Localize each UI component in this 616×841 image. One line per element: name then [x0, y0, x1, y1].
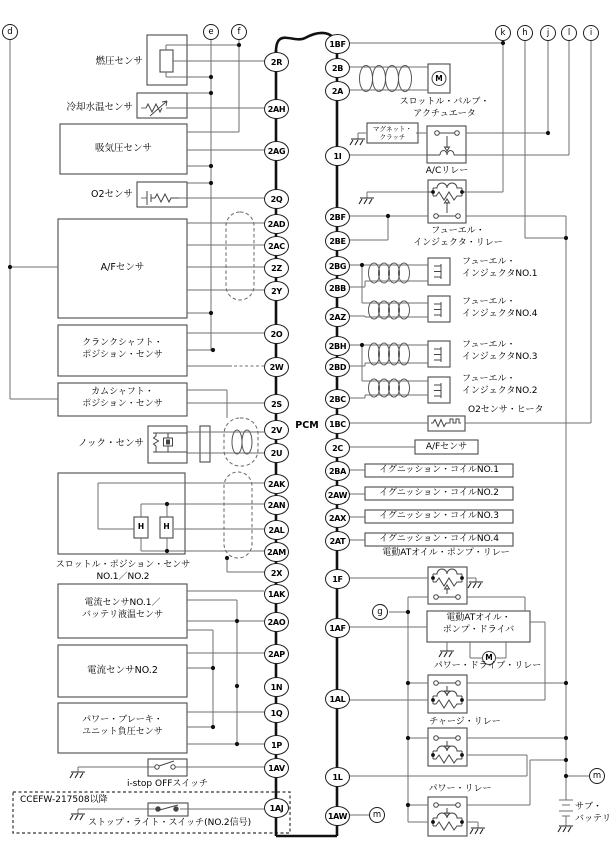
injector2-label: フューエル・ インジェクタNO.2	[462, 374, 538, 396]
at-oil-pump-relay-label: 電動ATオイル・ポンプ・リレー	[382, 548, 510, 558]
connector-i: i	[583, 25, 599, 41]
ac-relay-label: A/Cリレー	[425, 166, 469, 176]
pin-1F: 1F	[325, 569, 350, 589]
pin-2R: 2R	[264, 52, 289, 72]
power-brake-sensor-label: パワー・ブレーキ・ ユニット負圧センサ	[82, 715, 163, 737]
pin-2AC: 2AC	[264, 236, 289, 256]
pin-2BC: 2BC	[325, 389, 350, 409]
pin-1P: 1P	[264, 735, 289, 755]
connector-m-right: m	[589, 768, 605, 784]
af-sensor-label: A/Fセンサ	[100, 262, 145, 273]
pin-2V: 2V	[264, 420, 289, 440]
connector-h: h	[517, 25, 533, 41]
o2-sensor-label: O2センサ	[90, 189, 133, 200]
pin-2Y: 2Y	[264, 281, 289, 301]
pin-2BH: 2BH	[325, 336, 350, 356]
pin-2U: 2U	[264, 443, 289, 463]
pin-2BA: 2BA	[325, 461, 350, 481]
pin-1Q: 1Q	[264, 703, 289, 723]
connector-j: j	[540, 25, 556, 41]
pin-2O: 2O	[264, 324, 289, 344]
actuator-motor-label: M	[435, 74, 443, 83]
pin-2AX: 2AX	[325, 508, 350, 528]
pin-2AG: 2AG	[264, 141, 289, 161]
current-sensor2-label: 電流センサNO.2	[87, 665, 158, 676]
pin-1AJ: 1AJ	[264, 798, 289, 818]
throttle-valve-actuator-label: スロットル・バルブ・ アクチュエータ	[399, 97, 490, 119]
pin-1AK: 1AK	[264, 584, 289, 604]
pin-2BB: 2BB	[325, 278, 350, 298]
pin-2S: 2S	[264, 394, 289, 414]
connector-f: f	[231, 24, 247, 40]
power-relay-label: パワー・リレー	[428, 784, 492, 794]
pin-2AO: 2AO	[264, 612, 289, 632]
pin-1AW: 1AW	[325, 806, 350, 826]
injector4-label: フューエル・ インジェクタNO.4	[462, 297, 538, 319]
charge-relay-label: チャージ・リレー	[429, 717, 501, 727]
injector3-label: フューエル・ インジェクタNO.3	[462, 340, 538, 362]
pin-2AL: 2AL	[264, 520, 289, 540]
pin-1N: 1N	[264, 677, 289, 697]
connector-l: l	[561, 25, 577, 41]
ccefw-note-label: CCEFW-217508以降	[20, 795, 108, 805]
pin-2BF: 2BF	[325, 207, 350, 227]
driver-motor-label: M	[485, 653, 493, 662]
throttle-position-sensor-label: スロットル・ポジション・センサ NO.1／NO.2	[55, 560, 191, 582]
pin-2Z: 2Z	[264, 258, 289, 278]
pin-2AZ: 2AZ	[325, 307, 350, 327]
crank-position-sensor-label: クランクシャフト・ ポジション・センサ	[82, 338, 163, 360]
intake-pressure-sensor-label: 吸気圧センサ	[94, 143, 152, 154]
power-drive-relay-label: パワー・ドライブ・リレー	[433, 661, 542, 671]
connector-d: d	[2, 24, 18, 40]
pin-2AD: 2AD	[264, 214, 289, 234]
pin-1BF: 1BF	[325, 34, 350, 54]
pin-1AV: 1AV	[264, 758, 289, 778]
fuel-injector-relay-label: フューエル・ インジェクタ・リレー	[413, 226, 503, 248]
cam-position-sensor-label: カムシャフト・ ポジション・センサ	[82, 387, 163, 409]
pin-2AK: 2AK	[264, 474, 289, 494]
pin-1I: 1I	[325, 146, 350, 166]
injector1-label: フューエル・ インジェクタNO.1	[462, 257, 538, 279]
pin-2X: 2X	[264, 563, 289, 583]
af-sensor-right-label: A/Fセンサ	[425, 442, 468, 452]
ignition-coil4-label: イグニッション・コイルNO.4	[379, 534, 499, 544]
pin-2A: 2A	[325, 81, 350, 101]
pin-1AL: 1AL	[325, 689, 350, 709]
pin-2Q: 2Q	[264, 189, 289, 209]
pin-1AF: 1AF	[325, 618, 350, 638]
ignition-coil3-label: イグニッション・コイルNO.3	[379, 511, 499, 521]
current-sensor1-label: 電流センサNO.1／ バッテリ液温センサ	[81, 598, 163, 620]
pcm-label: PCM	[295, 420, 319, 431]
connector-m-bottom: m	[369, 807, 385, 823]
sub-battery-label: サブ・ バッテリ	[575, 802, 612, 824]
pin-2AM: 2AM	[264, 542, 289, 562]
pin-2W: 2W	[264, 357, 289, 377]
pin-2AW: 2AW	[325, 485, 350, 505]
pin-1L: 1L	[325, 767, 350, 787]
coolant-temp-sensor-label: 冷却水温センサ	[66, 102, 133, 113]
pin-2BD: 2BD	[325, 357, 350, 377]
hall-element2-label: H	[163, 522, 170, 531]
o2-heater-label: O2センサ・ヒータ	[468, 405, 544, 415]
ignition-coil2-label: イグニッション・コイルNO.2	[379, 488, 499, 498]
connector-k: k	[495, 25, 511, 41]
ignition-coil1-label: イグニッション・コイルNO.1	[379, 465, 499, 475]
pin-2B: 2B	[325, 58, 350, 78]
pin-2AP: 2AP	[264, 644, 289, 664]
shield-outlines	[224, 212, 258, 558]
knock-sensor-label: ノック・センサ	[78, 438, 144, 449]
pin-1BC: 1BC	[325, 414, 350, 434]
connector-e: e	[203, 24, 219, 40]
connector-g: g	[372, 604, 388, 620]
stoplight-switch-label: ストップ・ライト・スイッチ(NO.2信号)	[88, 818, 252, 828]
istop-off-switch-label: i-stop OFFスイッチ	[126, 779, 209, 789]
at-oil-pump-driver-label: 電動ATオイル・ ポンプ・ドライバ	[442, 613, 515, 635]
pin-2AT: 2AT	[325, 531, 350, 551]
pin-2BG: 2BG	[325, 256, 350, 276]
fuel-pressure-sensor-label: 燃圧センサ	[95, 56, 143, 67]
magnet-clutch-label: マグネット・ クラッチ	[373, 125, 412, 142]
pin-2AN: 2AN	[264, 495, 289, 515]
pin-2BE: 2BE	[325, 231, 350, 251]
pin-2C: 2C	[325, 438, 350, 458]
pin-2AH: 2AH	[264, 99, 289, 119]
hall-element1-label: H	[137, 522, 145, 531]
